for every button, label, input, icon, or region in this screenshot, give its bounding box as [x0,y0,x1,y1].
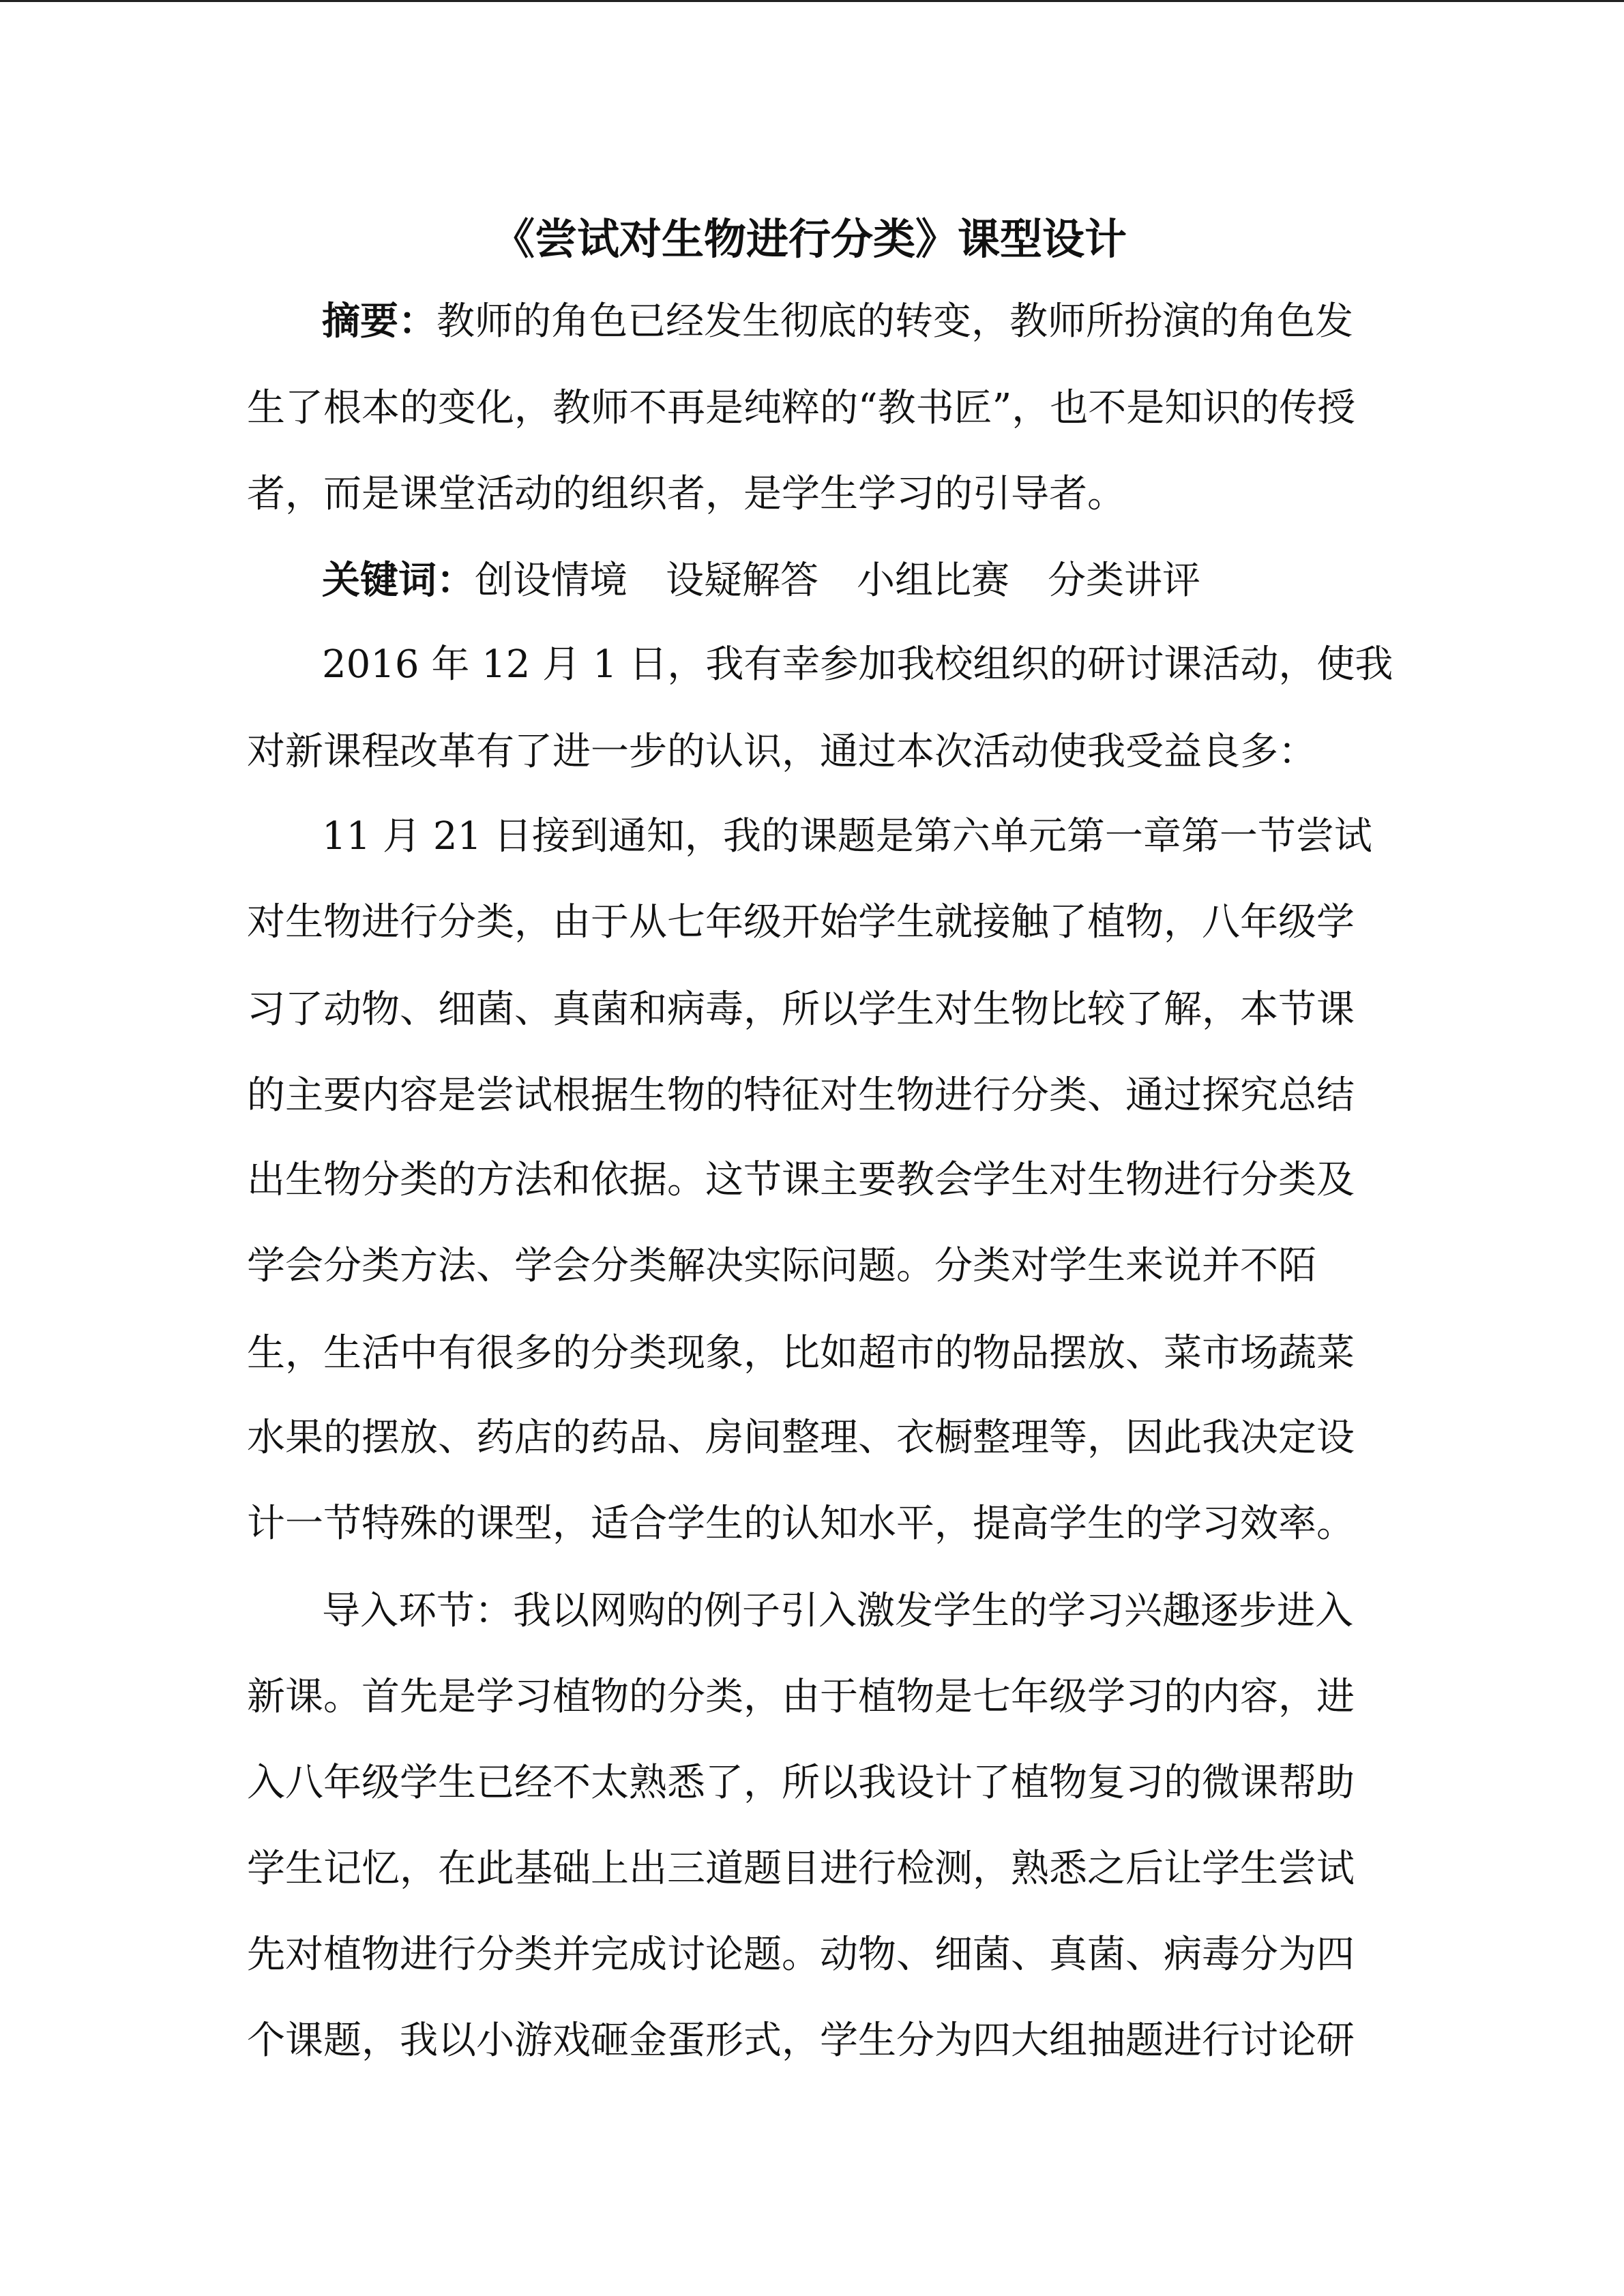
paragraph-2-line-4: 的主要内容是尝试根据生物的特征对生物进行分类、通过探究总结 [247,1073,1355,1118]
page-top-border [0,0,1624,2]
paragraph-2-line-8: 水果的摆放、药店的药品、房间整理、衣橱整理等，因此我决定设 [247,1416,1355,1460]
paragraph-3-line-6: 个课题，我以小游戏砸金蛋形式，学生分为四大组抽题进行讨论研 [247,2018,1355,2063]
abstract-line-2: 生了根本的变化，教师不再是纯粹的“教书匠”，也不是知识的传授 [247,386,1356,430]
paragraph-2-line-7: 生，生活中有很多的分类现象，比如超市的物品摆放、菜市场蔬菜 [247,1331,1355,1375]
paragraph-2-line-2: 对生物进行分类，由于从七年级开始学生就接触了植物，八年级学 [247,900,1355,944]
paragraph-3-line-1: 导入环节：我以网购的例子引入激发学生的学习兴趣逐步进入 [322,1589,1353,1633]
paragraph-2-line-5: 出生物分类的方法和依据。这节课主要教会学生对生物进行分类及 [247,1158,1355,1202]
paragraph-3-line-5: 先对植物进行分类并完成讨论题。动物、细菌、真菌、病毒分为四 [247,1933,1355,1977]
keywords-text: 创设情境 设疑解答 小组比赛 分类讲评 [475,558,1200,603]
paragraph-2-line-9: 计一节特殊的课型，适合学生的认知水平，提高学生的学习效率。 [247,1502,1355,1546]
document-title: 《尝试对生物进行分类》课型设计 [492,214,1127,264]
paragraph-3-line-3: 入八年级学生已经不太熟悉了，所以我设计了植物复习的微课帮助 [247,1761,1355,1805]
paragraph-1-line-1: 2016 年 12 月 1 日，我有幸参加我校组织的研讨课活动，使我 [322,642,1393,687]
keywords-label: 关键词： [322,558,475,603]
paragraph-2-line-1: 11 月 21 日接到通知，我的课题是第六单元第一章第一节尝试 [322,814,1372,859]
paragraph-2-line-6: 学会分类方法、学会分类解决实际问题。分类对学生来说并不陌 [247,1244,1316,1288]
paragraph-3-line-4: 学生记忆，在此基础上出三道题目进行检测，熟悉之后让学生尝试 [247,1847,1355,1891]
abstract-label: 摘要： [322,299,437,344]
abstract-line-1 [322,294,1353,349]
abstract-text: 教师的角色已经发生彻底的转变，教师所扮演的角色发 [437,299,1353,344]
keywords-line [322,553,1200,608]
paragraph-1-line-2: 对新课程改革有了进一步的认识，通过本次活动使我受益良多： [247,730,1316,774]
abstract-line-3: 者，而是课堂活动的组织者，是学生学习的引导者。 [247,472,1125,516]
paragraph-3-line-2: 新课。首先是学习植物的分类，由于植物是七年级学习的内容，进 [247,1675,1355,1719]
paragraph-2-line-3: 习了动物、细菌、真菌和病毒，所以学生对生物比较了解，本节课 [247,987,1355,1032]
